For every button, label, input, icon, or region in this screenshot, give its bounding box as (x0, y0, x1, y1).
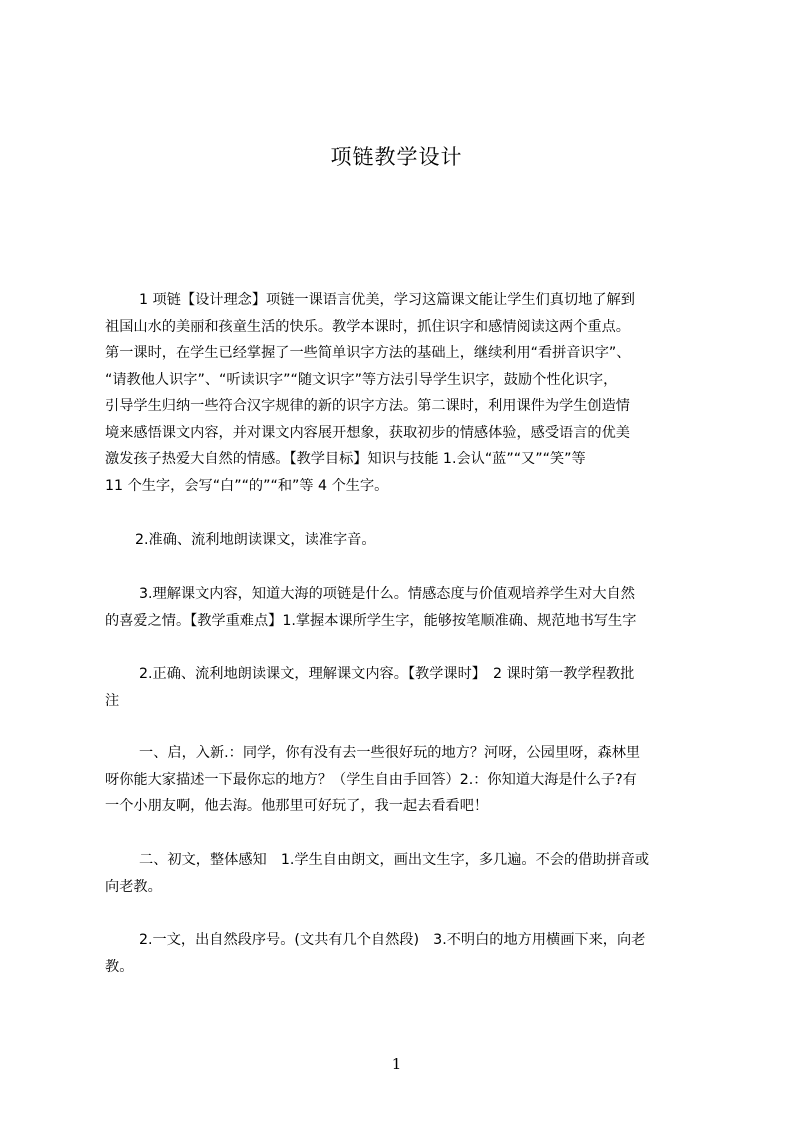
paragraph-lesson-intro (105, 740, 705, 820)
text-line: 11 个生字，会写“白”“的”“和”等 4 个生字。 (105, 477, 389, 494)
text-line: “请教他人识字”、“听读识字”“随文识字”等方法引导学生识字，鼓励个性化识字， (105, 371, 618, 388)
text-line: 一、启，入新.：同学，你有没有去一些很好玩的地方？河呀，公园里呀，森林里 (139, 745, 641, 761)
text-line: 一个小朋友啊，他去海。他那里可好玩了，我一起去看看吧！ (105, 798, 489, 814)
text-line: 1 项链【设计理念】项链一课语言优美，学习这篇课文能让学生们真切地了解到 (139, 292, 635, 308)
text-line: 2.一文，出自然段序号。(文共有几个自然段) 3.不明白的地方用横画下来，向老 (139, 932, 646, 948)
paragraph-goal-2 (105, 527, 705, 554)
paragraph-design-concept (105, 287, 705, 499)
text-line: 3.理解课文内容，知道大海的项链是什么。情感态度与价值观培养学生对大自然 (139, 586, 635, 602)
text-line: 境来感悟课文内容，并对课文内容展开想象，获取初步的情感体验，感受语言的优美 (105, 424, 630, 441)
text-line: 2.准确、流利地朗读课文，读准字音。 (135, 532, 376, 548)
text-line: 的喜爱之情。【教学重难点】1.掌握本课所学生字，能够按笔顺准确、规范地书写生字 (105, 612, 637, 629)
text-line: 向老教。 (105, 878, 162, 895)
paragraph-first-reading (105, 847, 705, 900)
text-line: 2.正确、流利地朗读课文，理解课文内容。【教学课时】 2 课时第一教学程教批 (139, 666, 635, 682)
text-line: 二、初文，整体感知 1.学生自由朗文，画出文生字，多几遍。不会的借助拼音或 (139, 852, 650, 868)
text-line: 引导学生归纳一些符合汉字规律的新的识字方法。第二课时，利用课件为学生创造情 (105, 398, 630, 414)
text-line: 祖国山水的美丽和孩童生活的快乐。教学本课时，抓住识字和感情阅读这两个重点。 (105, 318, 630, 335)
document-title: 项链教学设计 (330, 145, 463, 169)
paragraph-paragraph-numbering (105, 927, 705, 980)
text-line: 第一课时，在学生已经掌握了一些简单识字方法的基础上，继续利用“看拼音识字”、 (105, 345, 631, 361)
text-line: 呀你能大家描述一下最你忘的地方？（学生自由手回答）2.：你知道大海是什么子?有 (105, 771, 637, 788)
text-line: 教。 (105, 958, 134, 975)
paragraph-key-points (105, 661, 705, 714)
text-line: 激发孩子热爱大自然的情感。【教学目标】知识与技能 1.会认“蓝”“又”“笑”等 (105, 451, 586, 467)
page-number: 1 (391, 1055, 402, 1073)
text-line: 注 (105, 692, 120, 709)
paragraph-goal-3 (105, 581, 705, 634)
